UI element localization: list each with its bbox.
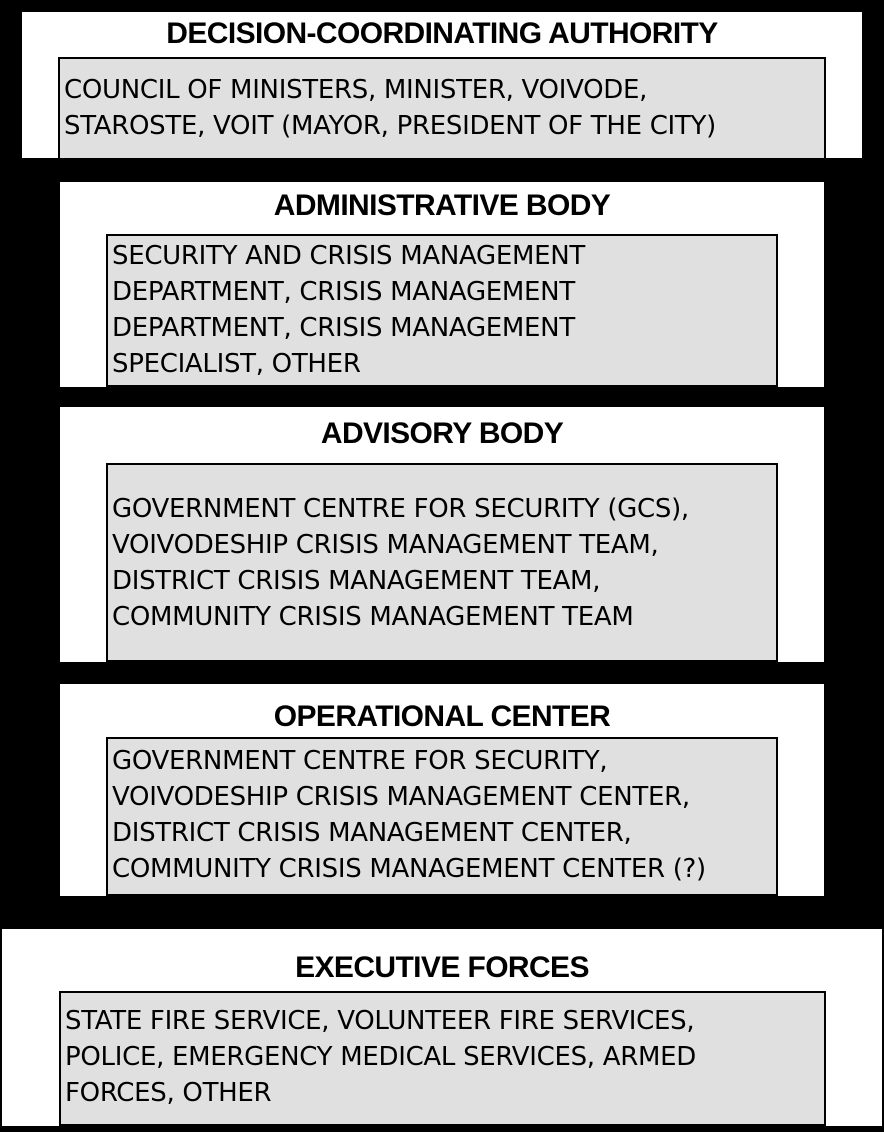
level-advisory-body <box>60 407 824 662</box>
level-administrative-body <box>60 182 824 387</box>
level-title: OPERATIONAL CENTER <box>273 700 611 733</box>
level-title: ADVISORY BODY <box>320 417 564 450</box>
level-content-box <box>106 463 778 662</box>
level-operational-center <box>60 684 824 896</box>
level-content-box <box>59 991 826 1126</box>
level-content-text: GOVERNMENT CENTRE FOR SECURITY (GCS), VOIVODESHIP CRISIS MANAGEMENT TEAM, DISTRICT CRISIS MANAGEMENT TEAM, COMMUNITY CRISIS MANAGEMENT TEAM <box>112 494 689 632</box>
level-title: EXECUTIVE FORCES <box>295 951 589 984</box>
level-content-box <box>106 234 778 387</box>
level-content-text: GOVERNMENT CENTRE FOR SECURITY, VOIVODESHIP CRISIS MANAGEMENT CENTER, DISTRICT CRISIS MANAGEMENT CENTER, COMMUNITY CRISIS MANAGEMENT CENTER (?) <box>112 746 706 884</box>
level-executive-forces <box>2 929 882 1126</box>
level-content-text: SECURITY AND CRISIS MANAGEMENT DEPARTMENT, CRISIS MANAGEMENT DEPARTMENT, CRISIS MANAGEMENT SPECIALIST, OTHER <box>112 241 585 379</box>
level-decision-coordinating-authority <box>22 12 862 158</box>
level-content-box <box>58 57 826 160</box>
level-content-text: COUNCIL OF MINISTERS, MINISTER, VOIVODE, STAROSTE, VOIT (MAYOR, PRESIDENT OF THE CITY) <box>64 75 716 141</box>
level-content-text: STATE FIRE SERVICE, VOLUNTEER FIRE SERVICES, POLICE, EMERGENCY MEDICAL SERVICES, ARMED FORCES, OTHER <box>65 1006 696 1108</box>
level-content-box <box>106 737 778 896</box>
level-title: ADMINISTRATIVE BODY <box>273 189 611 222</box>
level-title: DECISION-COORDINATING AUTHORITY <box>166 17 718 50</box>
